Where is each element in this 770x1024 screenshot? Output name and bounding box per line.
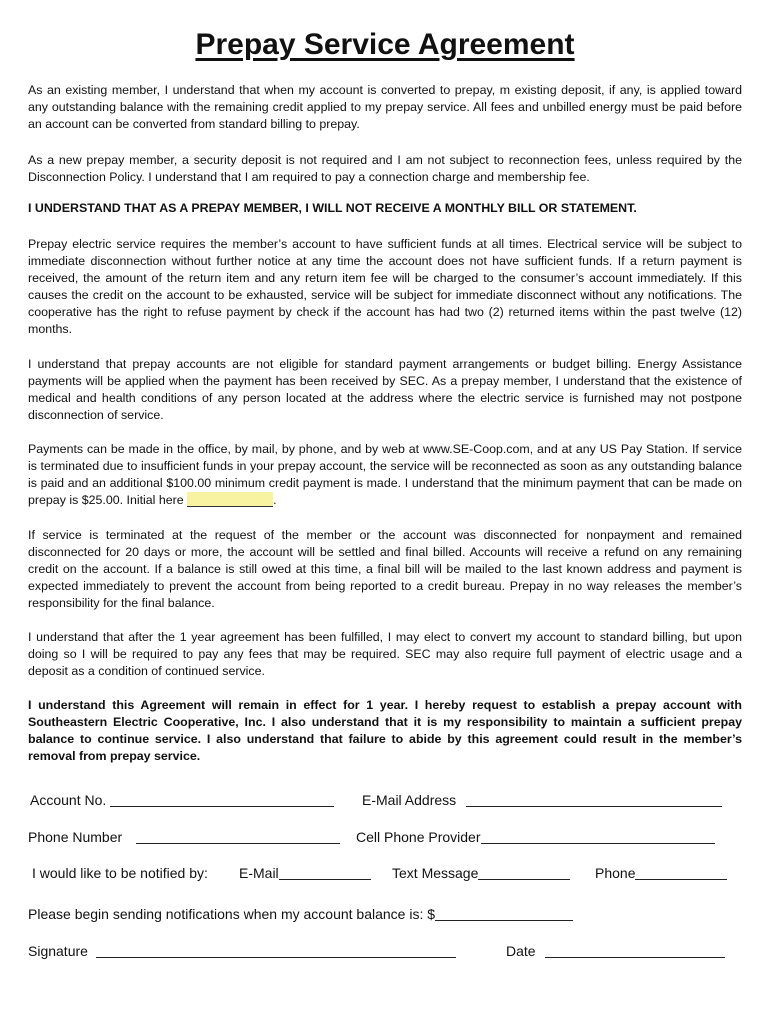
email-address-label: E-Mail Address: [362, 792, 457, 808]
notify-phone-row: [595, 865, 727, 881]
balance-notice-row: [28, 906, 573, 922]
paragraph-existing-member: As an existing member, I understand that when my account is converted to prepay, m existing deposit, if any, is applied toward any outstanding balance with the remaining credit applied to my prepay service. All fees and unbilled energy must be paid before an account can be converted from standard billing to prepay.: [28, 83, 742, 131]
phone-number-field[interactable]: [136, 829, 340, 844]
paragraph-payments-end: .: [273, 493, 277, 507]
phone-number-row: [28, 829, 340, 845]
paragraph-payments-text: Payments can be made in the office, by mail, by phone, and by web at www.SE-Coop.com, and at any US Pay Station. If service is terminated due to insufficient funds in your prepay account, the service will be reconnected as soon as any outstanding balance is paid and an additional $100.00 minimum credit payment is made. I understand that the minimum payment that can be made on prepay is $25.00. Initial here: [28, 442, 742, 507]
initial-here-field[interactable]: [187, 492, 273, 507]
cell-provider-label: Cell Phone Provider: [356, 829, 481, 845]
date-label: Date: [506, 943, 536, 959]
account-no-field[interactable]: [110, 792, 334, 807]
paragraph-payment-arrangements: I understand that prepay accounts are not eligible for standard payment arrangements or budget billing. Energy Assistance payments will be applied when the payment has been received by SEC. As a prepay member, I understand that the existence of medical and health conditions of any person located at the address where the electric service is furnished may not postpone disconnection of service.: [28, 357, 742, 422]
notify-text-label: Text Message: [392, 865, 479, 881]
notify-text-field[interactable]: [478, 865, 570, 880]
phone-number-label: Phone Number: [28, 829, 123, 845]
balance-notice-field[interactable]: [435, 906, 573, 921]
balance-notice-label: Please begin sending notifications when my account balance is: $: [28, 906, 436, 922]
cell-provider-row: [356, 829, 715, 845]
paragraph-new-member: As a new prepay member, a security deposit is not required and I am not subject to reconnection fees, unless required by the Disconnection Policy. I understand that I am required to pay a connection charge and membership fee.: [28, 153, 742, 184]
notify-text-row: [392, 865, 570, 881]
email-address-field[interactable]: [466, 792, 722, 807]
notify-by-label: I would like to be notified by:: [32, 865, 208, 881]
notify-phone-field[interactable]: [635, 865, 727, 880]
date-field[interactable]: [545, 943, 725, 958]
notify-email-field[interactable]: [279, 865, 371, 880]
account-no-label: Account No.: [30, 792, 107, 808]
date-row: [506, 943, 725, 959]
paragraph-sufficient-funds: Prepay electric service requires the member’s account to have sufficient funds at all times. Electrical service will be subject to immediate disconnection without further notice at any time the account does not have sufficient funds. If a return payment is received, the amount of the return item and any return item fee will be charged to the consumer’s account immediately. If this causes the credit on the account to be exhausted, service will be subject for immediate disconnect without any notifications. The cooperative has the right to refuse payment by check if the account has had two (2) returned items within the past twelve (12) months.: [28, 237, 742, 336]
notify-phone-label: Phone: [595, 865, 636, 881]
paragraph-no-bill-notice: I UNDERSTAND THAT AS A PREPAY MEMBER, I WILL NOT RECEIVE A MONTHLY BILL OR STATEMENT.: [28, 201, 637, 215]
cell-provider-field[interactable]: [481, 829, 715, 844]
notify-email-label: E-Mail: [239, 865, 279, 881]
paragraph-after-agreement: I understand that after the 1 year agreement has been fulfilled, I may elect to convert my account to standard billing, but upon doing so I will be required to pay any fees that may be required. SEC may also require full payment of electric usage and a deposit as a condition of continued service.: [28, 630, 742, 678]
email-address-row: [362, 792, 722, 808]
signature-field[interactable]: [96, 943, 456, 958]
paragraph-agreement-term: I understand this Agreement will remain in effect for 1 year. I hereby request to establish a prepay account with Southeastern Electric Cooperative, Inc. I also understand that it is my responsibility to maintain a sufficient prepay balance to continue service. I also understand that failure to abide by this agreement could result in the member’s removal from prepay service.: [28, 698, 742, 763]
paragraph-termination: If service is terminated at the request of the member or the account was disconnected for nonpayment and remained disconnected for 20 days or more, the account will be settled and final billed. Accounts will receive a refund on any remaining credit on the account. If a balance is still owed at this time, a final bill will be mailed to the last known address and payment is expected immediately to prevent the account from being reported to a credit bureau. Prepay in no way releases the member’s responsibility for the final balance.: [28, 528, 742, 610]
signature-row: [28, 943, 456, 959]
signature-label: Signature: [28, 943, 88, 959]
notify-email-row: [239, 865, 371, 881]
page-title: Prepay Service Agreement: [195, 28, 575, 61]
notify-by-label-row: [32, 865, 208, 881]
account-number-row: [30, 792, 334, 808]
paragraph-payments: [28, 441, 742, 509]
